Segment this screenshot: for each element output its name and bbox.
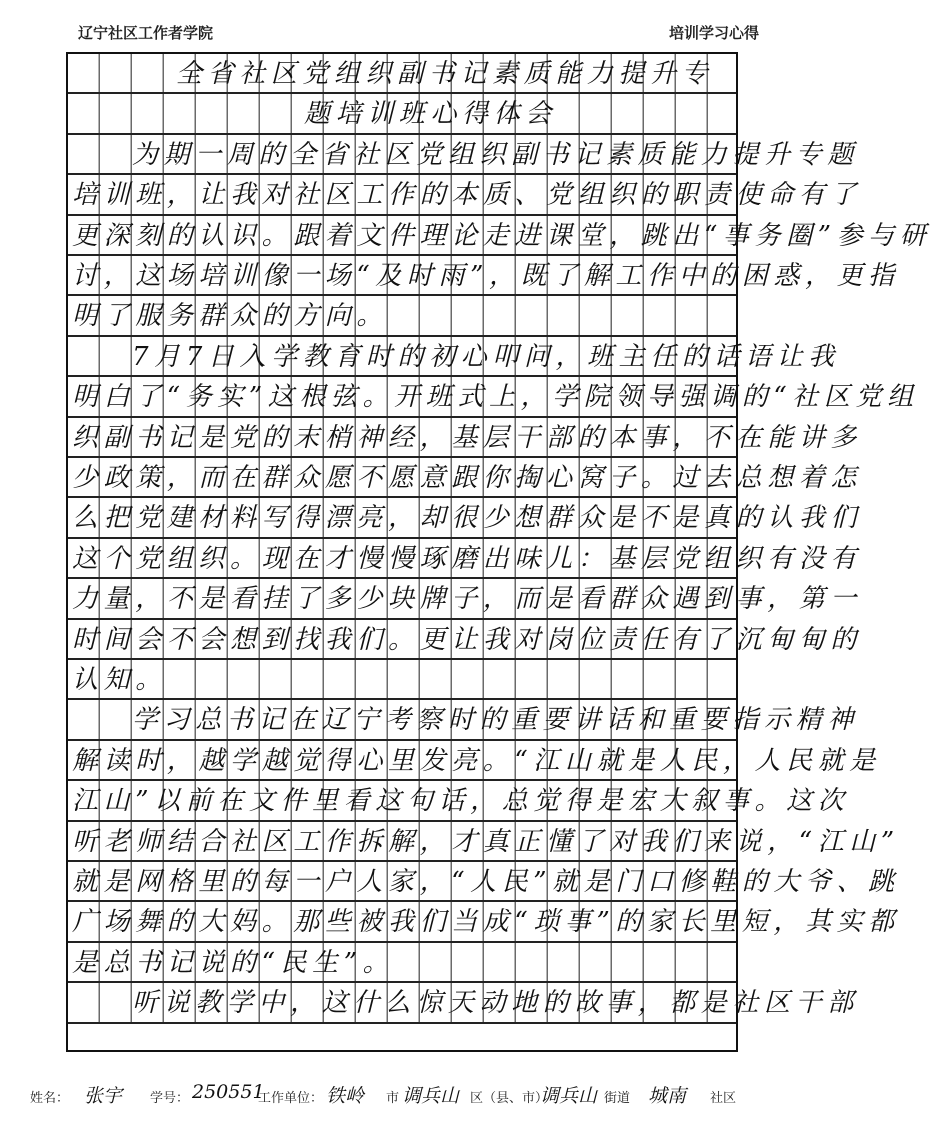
text-line: 解读时，越学越觉得心里发亮。“江山就是人民，人民就是 <box>72 745 881 776</box>
line-row <box>68 94 736 134</box>
line-row <box>68 216 931 256</box>
text-line: 为期一周的全省社区党组织副书记素质能力提升专题 <box>132 139 859 170</box>
text-line: 学习总书记在辽宁考察时的重要讲话和重要指示精神 <box>132 705 859 736</box>
street-value: 调兵山 <box>540 1085 598 1107</box>
line-row <box>68 579 863 619</box>
line-row <box>68 539 863 579</box>
line-row <box>68 458 863 498</box>
line-row <box>68 377 919 417</box>
text-line: 力量，不是看挂了多少块牌子，而是看群众遇到事，第一 <box>72 584 863 615</box>
line-row <box>68 862 900 902</box>
name-label: 姓名： <box>30 1091 70 1106</box>
text-line: 江山”以前在文件里看这句话，总觉得是宏大叙事。这次 <box>72 786 850 817</box>
ruled-sheet <box>66 52 931 1052</box>
line-row <box>68 498 863 538</box>
line-row <box>68 256 900 296</box>
text-line: 时间会不会想到找我们。更让我对岗位责任有了沉甸甸的 <box>72 624 863 655</box>
line-row <box>68 700 859 740</box>
id-label: 学号： <box>150 1091 190 1106</box>
line-row <box>68 943 736 983</box>
line-row <box>68 741 881 781</box>
header-institution: 辽宁社区工作者学院 <box>78 24 214 42</box>
line-row <box>68 418 863 458</box>
line-row <box>68 822 900 862</box>
line-row <box>68 1024 736 1050</box>
text-line: 广场舞的大妈。那些被我们当成“琐事”的家长里短，其实都 <box>72 907 900 938</box>
line-row <box>68 296 736 336</box>
text-line: 是总书记说的“民生”。 <box>72 947 395 978</box>
city-suffix: 市 <box>386 1091 400 1106</box>
text-line: 7月7日入学教育时的初心叩问，班主任的话语让我 <box>132 341 840 372</box>
text-line: 明了服务群众的方向。 <box>72 301 389 332</box>
line-row <box>68 660 736 700</box>
header-doc-type: 培训学习心得 <box>668 24 759 42</box>
text-line: 少政策，而在群众愿不愿意跟你掏心窝子。过去总想着怎 <box>72 463 863 493</box>
text-line: 这个党组织。现在才慢慢琢磨出味儿：基层党组织有没有 <box>72 543 863 574</box>
text-line: 讨，这场培训像一场“及时雨”，既了解工作中的困惑，更指 <box>72 261 900 291</box>
text-line: 织副书记是党的末梢神经，基层干部的本事，不在能讲多 <box>72 422 863 453</box>
district-suffix: 区（县、市） <box>470 1091 549 1106</box>
community-value: 城南 <box>648 1085 687 1107</box>
text-line: 就是网格里的每一户人家，“人民”就是门口修鞋的大爷、跳 <box>72 867 900 897</box>
text-line: 明白了“务实”这根弦。开班式上，学院领导强调的“社区党组 <box>72 382 919 413</box>
text-line: 听说教学中，这什么惊天动地的故事，都是社区干部 <box>132 988 859 1019</box>
name-value: 张宇 <box>84 1085 123 1107</box>
title-line-1: 全省社区党组织副书记素质能力提升专 <box>176 59 714 89</box>
line-row <box>68 620 863 660</box>
line-row <box>68 54 736 94</box>
text-line: 听老师结合社区工作拆解，才真正懂了对我们来说，“江山” <box>72 826 900 857</box>
line-row <box>68 781 850 821</box>
community-suffix: 社区 <box>710 1091 737 1106</box>
text-line: 培训班，让我对社区工作的本质、党组织的职责使命有了 <box>72 180 863 211</box>
text-line: 认知。 <box>72 665 167 695</box>
line-row <box>68 175 863 215</box>
city-value: 铁岭 <box>326 1085 365 1107</box>
id-value: 250551 <box>192 1081 265 1103</box>
unit-label: 工作单位： <box>258 1091 324 1106</box>
text-line: 更深刻的认识。跟着文件理论走进课堂，跳出“事务圈”参与研 <box>72 220 931 251</box>
line-row <box>68 337 840 377</box>
line-row <box>68 902 900 942</box>
text-line: 么把党建材料写得漂亮，却很少想群众是不是真的认我们 <box>72 503 863 534</box>
title-line-2: 题培训班心得体会 <box>304 99 557 130</box>
district-value: 调兵山 <box>402 1085 460 1107</box>
line-row <box>68 983 859 1023</box>
street-suffix: 街道 <box>604 1091 631 1106</box>
line-row <box>68 135 859 175</box>
